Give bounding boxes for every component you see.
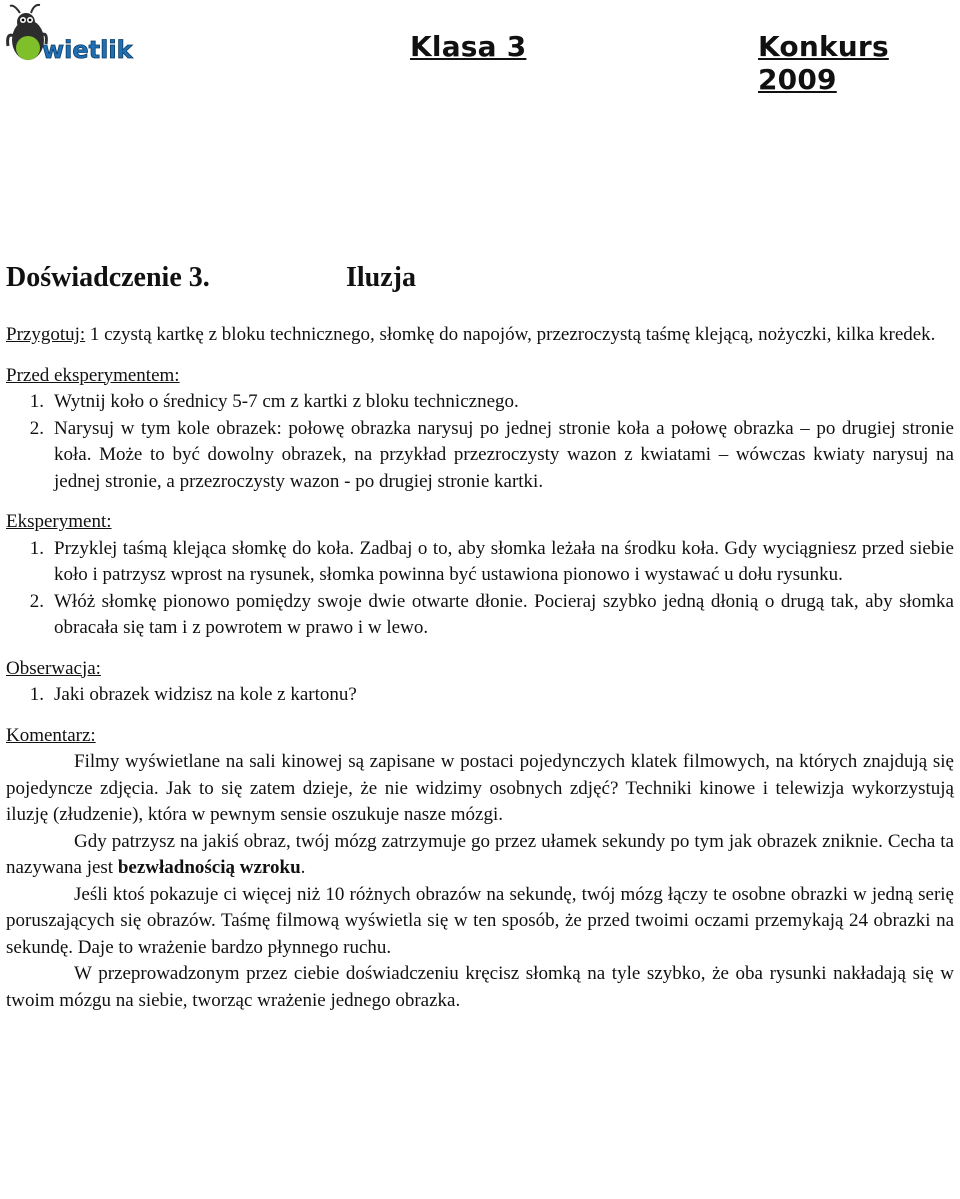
contest-label: Konkurs 2009 — [758, 30, 889, 96]
list-number: 2. — [29, 590, 44, 612]
list-text: Przyklej taśmą klejąca słomkę do koła. Zadbaj o to, aby słomka leżała na środku koła. Gdy wyciągniesz przed siebie koło i patrzysz wprost na rysunek, słomka powinna być ustawiona pionowo i wystawać u dołu rysunku. — [54, 537, 954, 585]
experiment-number: Doświadczenie 3. — [6, 262, 210, 293]
list-number: 1. — [29, 391, 44, 412]
class-label: Klasa 3 — [410, 30, 527, 63]
comment-paragraph-3: Jeśli ktoś pokazuje ci więcej niż 10 różnych obrazów na sekundę, twój mózg łączy te osobne obrazki w jedną serię poruszających się obrazów. Taśmę filmową wyświetla się w ten sposób, że przed twoimi oczami przemykają 24 obrazki na sekundę. Daje to wrażenie bardzo płynnego ruchu. — [6, 883, 954, 958]
list-text: Włóż słomkę pionowo pomiędzy swoje dwie otwarte dłonie. Pocieraj szybko jedną dłonią o drugą tak, aby słomka obracała się tam i z powrotem w prawo i w lewo. — [54, 590, 954, 638]
experiment-name: Iluzja — [346, 262, 416, 293]
prepare-paragraph — [6, 322, 954, 349]
before-label: Przed eksperymentem: — [6, 364, 180, 386]
list-item — [6, 682, 954, 709]
list-item — [6, 589, 954, 642]
prepare-text: 1 czystą kartkę z bloku technicznego, słomkę do napojów, przezroczystą taśmę klejącą, nożyczki, kilka kredek. — [85, 324, 936, 345]
comment-paragraph-4: W przeprowadzonym przez ciebie doświadczeniu kręcisz słomką na tyle szybko, że oba rysunki nakładają się w twoim mózgu na siebie, tworząc wrażenie jednego obrazka. — [6, 963, 954, 1011]
list-text: Narysuj w tym kole obrazek: połowę obrazka narysuj po jednej stronie koła a połowę obrazka – po drugiej stronie koła. Może to być dowolny obrazek, na przykład przezroczysty wazon z kwiatami – wówczas kwiaty narysuj na jednej stronie, a przezroczysty wazon - po drugiej stronie kartki. — [54, 417, 954, 492]
experiment-label: Eksperyment: — [6, 511, 112, 532]
comment-label: Komentarz: — [6, 724, 96, 746]
list-item — [6, 389, 954, 416]
list-number: 1. — [29, 684, 44, 705]
bold-term: bezwładnością wzroku — [117, 857, 301, 878]
list-item — [6, 536, 954, 589]
list-number: 1. — [29, 537, 44, 559]
list-item — [6, 416, 954, 496]
list-number: 2. — [29, 417, 44, 439]
list-text: Jaki obrazek widzisz na kole z kartonu? — [54, 684, 357, 705]
comment-paragraph-2: Gdy patrzysz na jakiś obraz, twój mózg zatrzymuje go przez ułamek sekundy po tym jak obrazek zniknie. Cecha ta nazywana jest bezwładnością wzroku. — [6, 830, 954, 878]
svg-text:wietlik: wietlik — [42, 36, 133, 64]
observation-label: Obserwacja: — [6, 657, 101, 679]
swietlik-logo — [4, 2, 133, 68]
prepare-label: Przygotuj: — [6, 324, 86, 345]
list-text: Wytnij koło o średnicy 5-7 cm z kartki z bloku technicznego. — [54, 391, 519, 412]
document-body — [6, 322, 954, 1014]
comment-paragraph-1: Filmy wyświetlane na sali kinowej są zapisane w postaci pojedynczych klatek filmowych, na których znajdują się pojedyncze zdjęcia. Jak to się zatem dzieje, że nie widzimy osobnych zdjęć? Techniki kinowe i telewizja wykorzystują iluzję (złudzenie), która w pewnym sensie oszukuje nasze mózgi. — [6, 751, 954, 825]
